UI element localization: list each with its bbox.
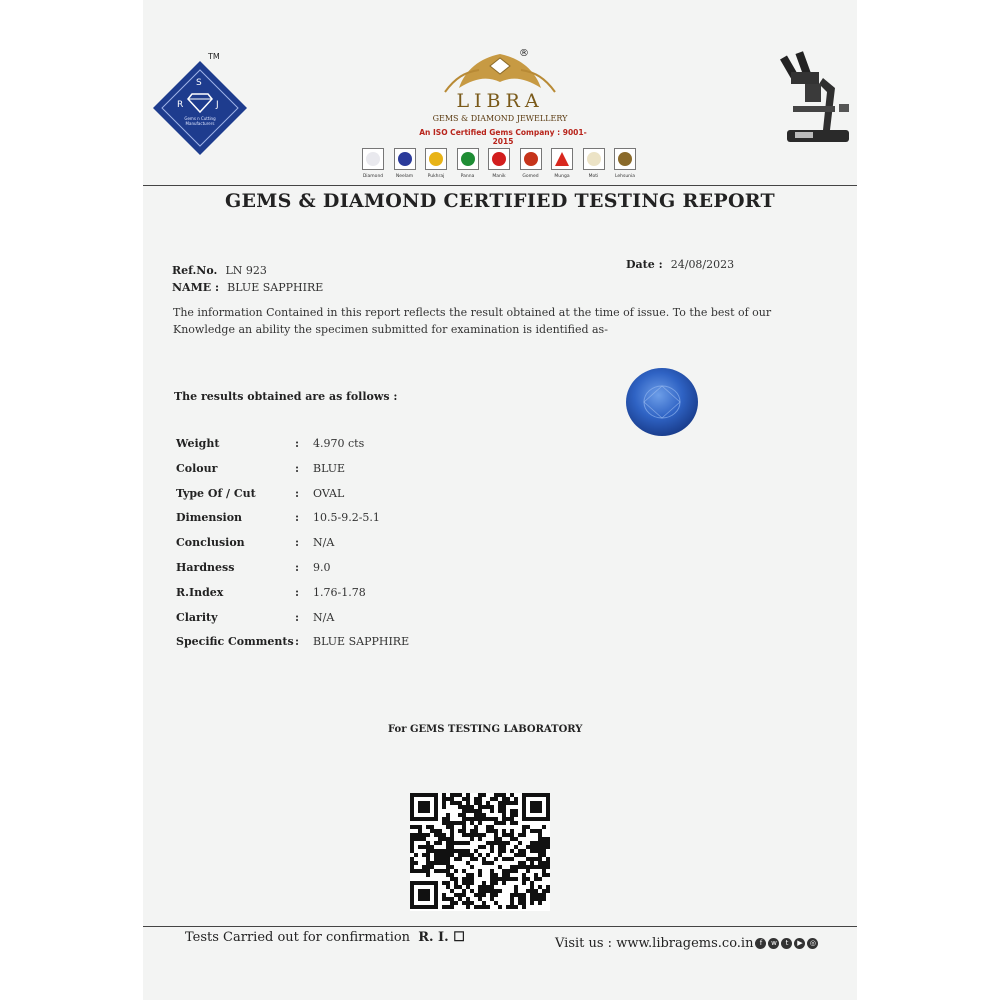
result-separator: : [295, 561, 300, 574]
facebook-icon[interactable]: f [755, 938, 766, 949]
result-row [176, 487, 476, 505]
lab-signature-line: For GEMS TESTING LABORATORY [388, 724, 583, 735]
intro-line-1: The information Contained in this report reflects the result obtained at the time of issue. To the best of our [173, 306, 772, 319]
result-value: 10.5-9.2-5.1 [313, 511, 380, 525]
results-heading: The results obtained are as follows : [174, 390, 398, 403]
whatsapp-icon[interactable]: w [768, 938, 779, 949]
libra-logo [415, 48, 585, 148]
result-value: N/A [313, 536, 335, 550]
gem-swatch-diamond [362, 148, 384, 170]
gem-swatch-pukhraj [425, 148, 447, 170]
libra-registered: ® [519, 48, 529, 59]
result-label: Specific Comments [176, 635, 294, 649]
date-label: Date : [626, 258, 663, 271]
tests-confirmation [185, 930, 465, 945]
gem-swatch-lehsunia [614, 148, 636, 170]
result-separator: : [295, 610, 300, 624]
result-value: 1.76-1.78 [313, 585, 366, 599]
name-label: NAME : [172, 281, 220, 294]
gem-swatch-panna [457, 148, 479, 170]
gem-swatch-munga [551, 148, 573, 170]
intro-paragraph [173, 304, 773, 338]
report-date [626, 253, 734, 272]
result-value: 9.0 [313, 561, 331, 574]
website-footer [555, 936, 818, 951]
result-row [176, 437, 476, 455]
twitter-icon[interactable]: t [781, 938, 792, 949]
result-row [176, 561, 476, 579]
qr-code [410, 793, 550, 911]
gem-swatch-label: Neelam [395, 174, 414, 179]
result-value: BLUE [313, 461, 346, 475]
gem-swatch-label: Pukhraj [427, 174, 445, 179]
result-value: OVAL [313, 486, 345, 500]
gem-swatch-neelam [394, 148, 416, 170]
libra-tagline: GEMS & DIAMOND JEWELLERY [432, 114, 568, 123]
gem-swatch-label: Panna [460, 174, 475, 179]
ref-label: Ref.No. [172, 264, 218, 277]
result-row [176, 511, 476, 529]
result-value: N/A [313, 610, 335, 624]
result-label: Type Of / Cut [176, 486, 256, 500]
result-separator: : [295, 635, 300, 649]
result-separator: : [295, 486, 300, 500]
result-separator: : [295, 585, 300, 599]
srj-letter-r: R [177, 100, 184, 110]
srj-caption: Gems n Cutting Manufacturers [184, 116, 216, 126]
intro-line-2: Knowledge an ability the specimen submitted for examination is identified as- [173, 323, 608, 336]
libra-name: LIBRA [456, 90, 544, 112]
gem-name [172, 276, 323, 295]
srj-tm: TM [208, 52, 220, 61]
result-label: Conclusion [176, 536, 245, 550]
result-row [176, 462, 476, 480]
result-separator: : [295, 461, 300, 475]
header-divider [143, 185, 857, 186]
footer-divider [143, 926, 857, 927]
result-separator: : [295, 536, 300, 550]
gem-swatch-label: Gomed [522, 174, 539, 179]
result-row [176, 611, 476, 629]
result-label: Dimension [176, 511, 243, 525]
srj-letter-s: S [196, 78, 202, 88]
gem-swatch-label: Munga [554, 174, 570, 179]
gem-swatch-gomed [520, 148, 542, 170]
result-row [176, 635, 476, 653]
report-title: GEMS & DIAMOND CERTIFIED TESTING REPORT [224, 190, 775, 212]
microscope-icon [775, 48, 855, 148]
tests-code: R. I. ☐ [418, 930, 465, 945]
gem-swatch-moti [583, 148, 605, 170]
visit-link[interactable]: Visit us : www.libragems.co.in [555, 936, 754, 951]
gemstone-photo [624, 366, 700, 438]
name-value: BLUE SAPPHIRE [227, 281, 324, 294]
result-row [176, 536, 476, 554]
result-label: Weight [176, 437, 220, 450]
gem-swatch-manik [488, 148, 510, 170]
gem-swatch-label: Lehsunia [614, 174, 636, 179]
tests-text: Tests Carried out for confirmation [185, 930, 411, 945]
srj-letter-j: J [216, 100, 219, 110]
gem-swatch-label: Moti [588, 174, 599, 179]
srj-logo [150, 52, 250, 158]
youtube-icon[interactable]: ▶ [794, 938, 805, 949]
result-separator: : [295, 437, 300, 450]
gem-swatch-label: Manik [492, 174, 506, 179]
ref-value: LN 923 [225, 264, 267, 277]
date-value: 24/08/2023 [670, 258, 735, 271]
result-label: Colour [176, 461, 218, 475]
instagram-icon[interactable]: ◎ [807, 938, 818, 949]
libra-iso: An ISO Certified Gems Company : 9001-2015 [419, 128, 587, 146]
result-label: R.Index [176, 585, 224, 599]
result-value: BLUE SAPPHIRE [313, 635, 410, 649]
gem-swatch-label: Diamond [362, 174, 384, 179]
result-row [176, 586, 476, 604]
result-label: Clarity [176, 610, 218, 624]
result-separator: : [295, 511, 300, 525]
result-value: 4.970 cts [313, 437, 365, 450]
result-label: Hardness [176, 561, 235, 574]
